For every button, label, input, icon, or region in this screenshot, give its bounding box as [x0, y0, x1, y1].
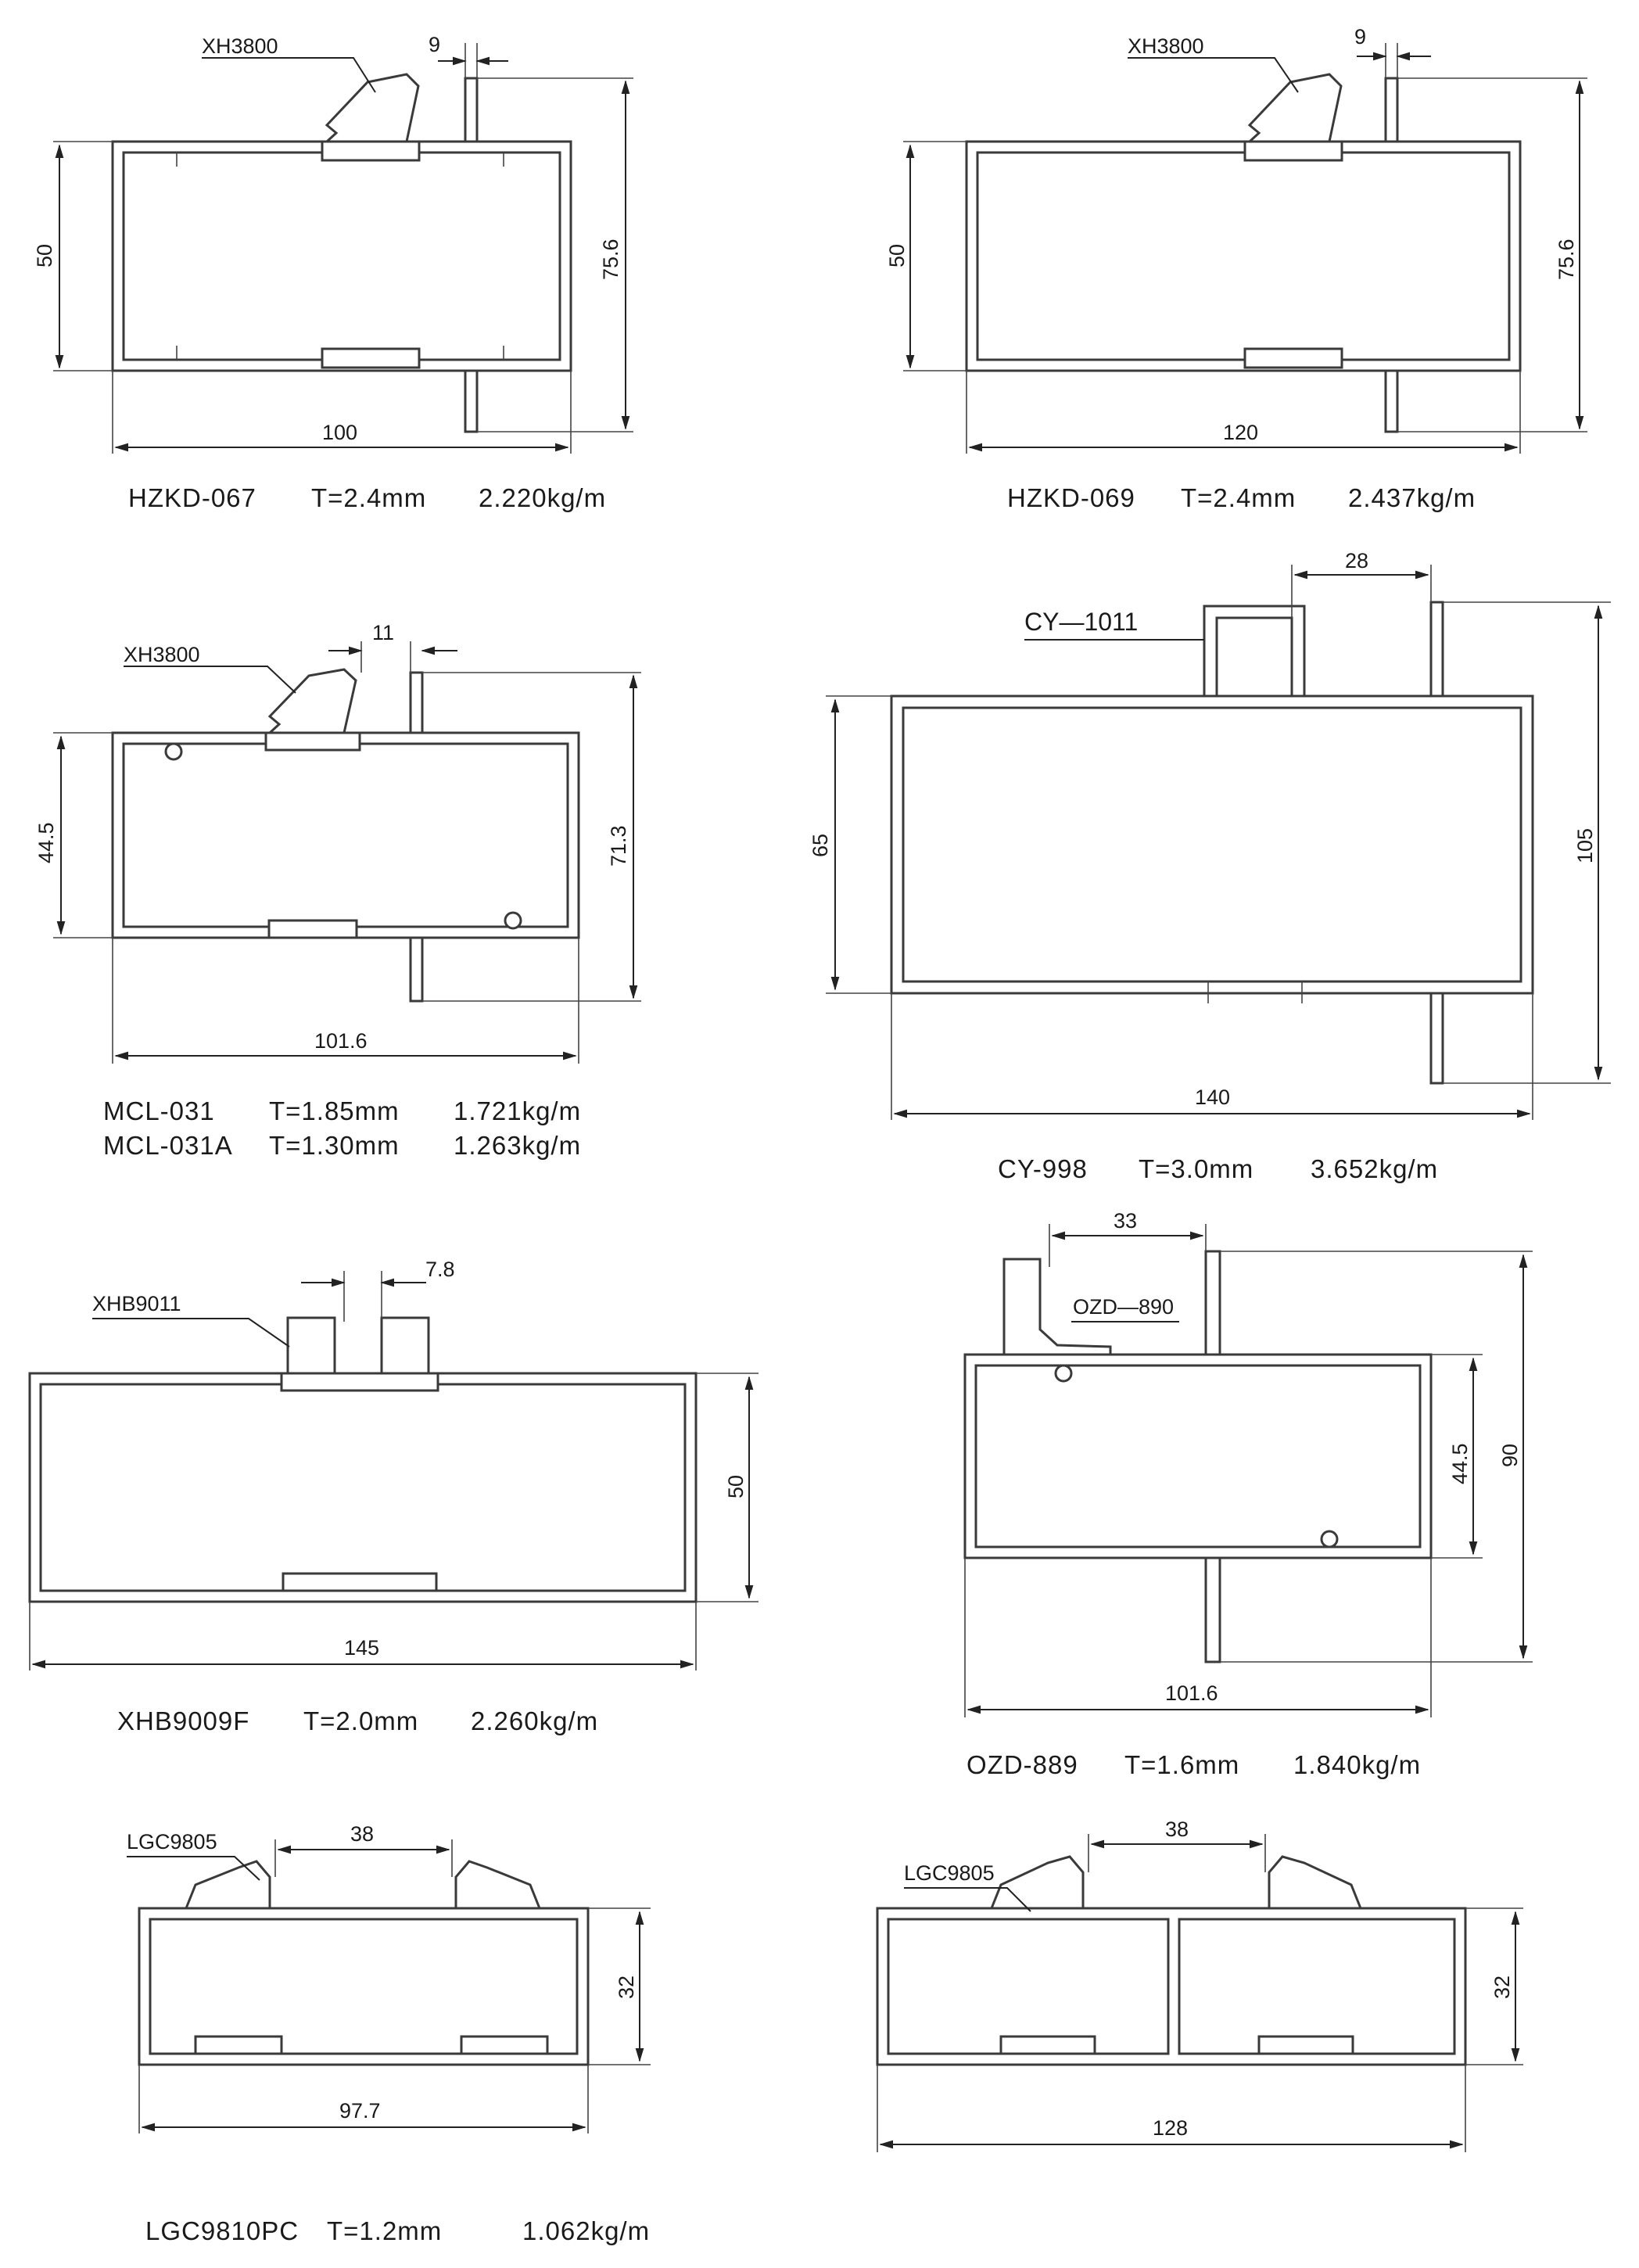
profile-section	[113, 669, 579, 1001]
tag-label: LGC9805	[127, 1830, 217, 1854]
dim-height-label: 50	[724, 1474, 748, 1498]
tag-label: OZD—890	[1073, 1295, 1175, 1319]
panel-xhb9009f	[30, 1258, 759, 1735]
tag-leader	[1024, 608, 1204, 640]
profile-thickness: T=1.6mm	[1124, 1750, 1240, 1779]
dim-top-label: 7.8	[425, 1258, 455, 1281]
dim-top-label: 33	[1114, 1209, 1138, 1233]
tag-label: XH3800	[1128, 34, 1204, 58]
dim-total-label: 71.3	[607, 825, 630, 867]
profile-weight: 2.220kg/m	[479, 483, 607, 512]
dim-top	[1354, 25, 1431, 78]
dim-width	[877, 2065, 1465, 2152]
dim-width	[30, 1602, 696, 1670]
profile-section	[139, 1861, 588, 2065]
profile-weight: 3.652kg/m	[1311, 1154, 1439, 1183]
profile-section	[891, 602, 1533, 1083]
profile-section	[967, 74, 1520, 432]
profile-code: MCL-031	[103, 1096, 215, 1125]
dim-top	[1088, 1818, 1265, 1872]
panel-hzkd-067	[33, 33, 633, 512]
tag-leader	[92, 1292, 289, 1347]
panel-ozd-889	[965, 1209, 1533, 1779]
dim-width-label: 140	[1195, 1086, 1231, 1109]
dim-top-label: 28	[1345, 549, 1369, 572]
dim-top	[301, 1258, 455, 1322]
dim-width-label: 120	[1223, 421, 1259, 444]
dim-top	[429, 33, 508, 78]
profile-thickness: T=2.4mm	[1181, 483, 1296, 512]
panel-mcl-031	[34, 621, 641, 1160]
dim-width	[965, 1558, 1431, 1717]
dim-height-label: 50	[33, 243, 56, 267]
dim-top-label: 38	[1165, 1818, 1189, 1841]
profile-code: OZD-889	[967, 1750, 1078, 1779]
profile-thickness-b: T=1.30mm	[269, 1131, 400, 1160]
dim-height-label: 44.5	[34, 822, 58, 863]
dim-height-label: 32	[615, 1975, 638, 1999]
profile-code: XHB9009F	[117, 1706, 250, 1735]
profile-thickness: T=2.0mm	[303, 1706, 419, 1735]
dim-top-label: 11	[372, 621, 395, 644]
dim-width	[113, 371, 571, 454]
panel-cy-998	[809, 549, 1611, 1183]
profile-code: HZKD-067	[128, 483, 256, 512]
dim-height	[809, 696, 891, 993]
dim-width-label: 145	[344, 1636, 380, 1660]
tag-label: XHB9011	[92, 1292, 181, 1315]
profile-code-b: MCL-031A	[103, 1131, 233, 1160]
tag-leader	[202, 34, 375, 92]
dim-total-label: 105	[1573, 827, 1597, 863]
tag-label: XH3800	[124, 643, 200, 666]
dim-top	[1049, 1209, 1206, 1267]
profile-code: CY-998	[998, 1154, 1088, 1183]
tag-label: CY—1011	[1024, 608, 1139, 636]
profile-thickness: T=2.4mm	[311, 483, 427, 512]
panel-lgc-128	[877, 1818, 1523, 2152]
panel-lgc9810pc	[127, 1822, 651, 2245]
dim-total-label: 90	[1498, 1443, 1522, 1467]
dim-height	[34, 733, 113, 938]
tag-label: XH3800	[202, 34, 278, 58]
dim-width	[967, 371, 1520, 454]
profile-weight: 1.721kg/m	[454, 1096, 582, 1125]
profile-section	[965, 1251, 1431, 1662]
dim-total-label: 75.6	[599, 239, 622, 280]
dim-width	[139, 2065, 588, 2133]
dim-top	[275, 1822, 452, 1877]
profile-thickness: T=3.0mm	[1139, 1154, 1254, 1183]
dim-width-label: 100	[322, 421, 358, 444]
panel-hzkd-069	[885, 25, 1587, 512]
profile-thickness: T=1.2mm	[327, 2216, 443, 2245]
profile-section	[30, 1318, 696, 1602]
profile-code: HZKD-069	[1007, 483, 1135, 512]
profile-thickness: T=1.85mm	[269, 1096, 400, 1125]
tag-leader	[1071, 1295, 1179, 1322]
profile-code: LGC9810PC	[145, 2216, 299, 2245]
dim-height	[885, 142, 967, 371]
dim-height-label: 65	[809, 833, 832, 857]
dim-height	[33, 142, 113, 371]
dim-height-label: 32	[1490, 1975, 1514, 1999]
dim-width-label: 101.6	[1165, 1681, 1218, 1705]
dim-height	[696, 1373, 759, 1602]
profile-section	[113, 74, 571, 432]
dim-width-label: 101.6	[314, 1029, 368, 1053]
dim-top-label: 9	[1354, 25, 1367, 48]
tag-leader	[124, 643, 296, 693]
profile-weight: 2.260kg/m	[471, 1706, 599, 1735]
tag-label: LGC9805	[904, 1861, 995, 1885]
dim-height-label: 44.5	[1448, 1443, 1472, 1484]
dim-top-label: 9	[429, 33, 441, 56]
dim-total-label: 75.6	[1555, 239, 1578, 280]
dim-height	[1431, 1355, 1483, 1558]
dim-height-label: 50	[885, 243, 909, 267]
dim-top	[328, 621, 457, 673]
tag-leader	[1128, 34, 1298, 92]
profile-weight: 1.062kg/m	[522, 2216, 651, 2245]
dim-width-label: 97.7	[339, 2099, 381, 2123]
dim-height	[588, 1908, 651, 2065]
dim-height	[1465, 1908, 1523, 2065]
profile-weight: 1.840kg/m	[1293, 1750, 1422, 1779]
dim-width-label: 128	[1153, 2116, 1189, 2140]
profile-weight-b: 1.263kg/m	[454, 1131, 582, 1160]
profile-weight: 2.437kg/m	[1348, 483, 1476, 512]
dim-top	[1292, 549, 1431, 618]
dim-top-label: 38	[350, 1822, 375, 1846]
